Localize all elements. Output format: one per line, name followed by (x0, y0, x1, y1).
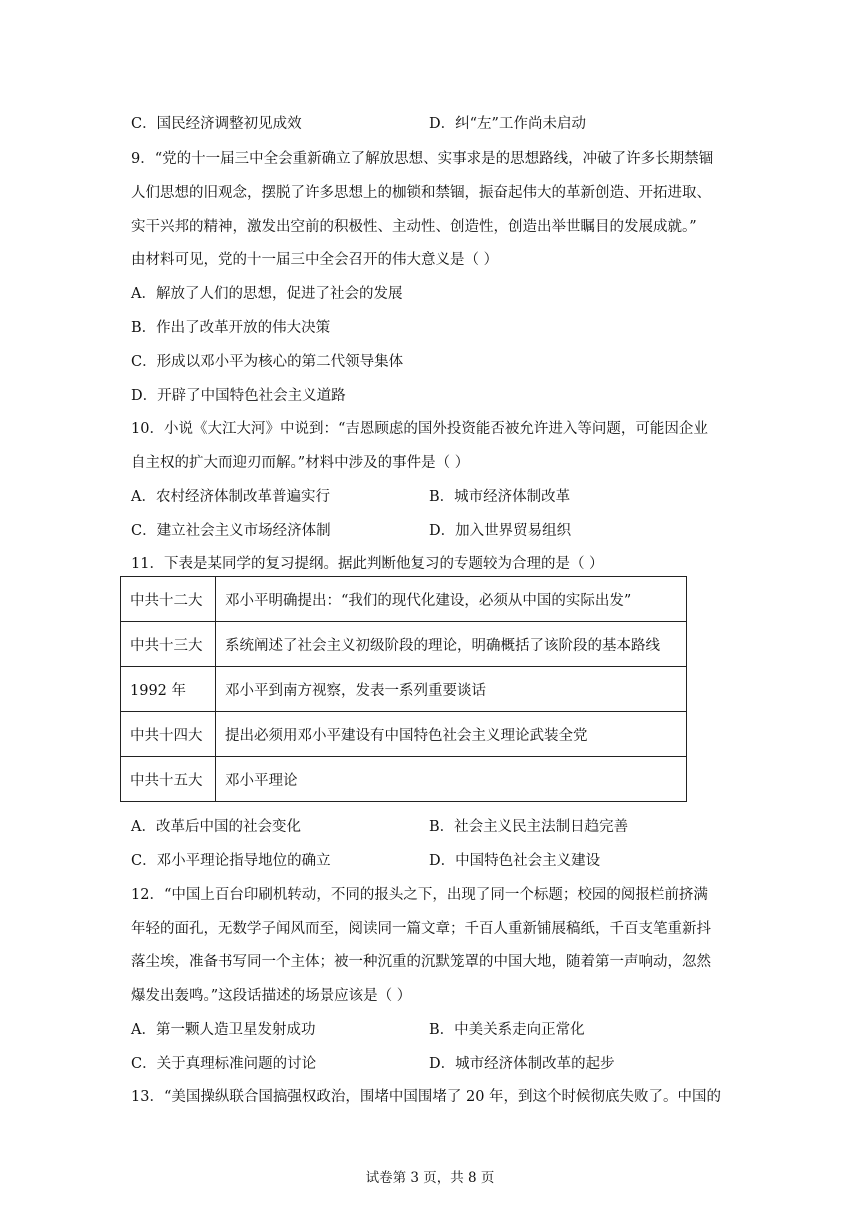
q9-option-c[interactable]: C．形成以邓小平为核心的第二代领导集体 (131, 354, 404, 370)
page-footer: 试卷第 3 页，共 8 页 (365, 1170, 495, 1186)
q12-stem-line-2: 年轻的面孔，无数学子闻风而至，阅读同一篇文章；千百人重新铺展稿纸，千百支笔重新抖 (131, 921, 711, 937)
table-cell-event: 1992 年 (121, 667, 216, 712)
q9-stem-line-1: 9．“党的十一届三中全会重新确立了解放思想、实事求是的思想路线，冲破了许多长期禁锢 (131, 151, 714, 167)
q10-stem-line-2: 自主权的扩大而迎刃而解。”材料中涉及的事件是（ ） (131, 455, 470, 471)
table-cell-content: 邓小平到南方视察，发表一系列重要谈话 (216, 667, 687, 712)
table-cell-content: 系统阐述了社会主义初级阶段的理论，明确概括了该阶段的基本路线 (216, 622, 687, 667)
q8-option-c[interactable]: C．国民经济调整初见成效 (131, 116, 302, 132)
q9-stem-line-4: 由材料可见，党的十一届三中全会召开的伟大意义是（ ） (131, 252, 499, 268)
table-row (121, 712, 687, 757)
q10-option-b[interactable]: B．城市经济体制改革 (429, 489, 571, 505)
q10-stem-line-1: 10．小说《大江大河》中说到：“吉恩顾虑的国外投资能否被允许进入等问题，可能因企业 (131, 421, 708, 437)
q11-option-b[interactable]: B．社会主义民主法制日趋完善 (429, 819, 629, 835)
q12-option-a[interactable]: A．第一颗人造卫星发射成功 (131, 1022, 316, 1038)
q12-stem-line-3: 落尘埃，准备书写同一个主体；被一种沉重的沉默笼罩的中国大地，随着第一声响动，忽然 (131, 954, 711, 970)
table-row (121, 622, 687, 667)
q9-stem-line-2: 人们思想的旧观念，摆脱了许多思想上的枷锁和禁锢，振奋起伟大的革新创造、开拓进取、 (131, 185, 711, 201)
q12-stem-line-1: 12．“中国上百台印刷机转动，不同的报头之下，出现了同一个标题；校园的阅报栏前挤满 (131, 887, 708, 903)
table-cell-content: 邓小平理论 (216, 757, 687, 802)
q8-option-d[interactable]: D．纠“左”工作尚未启动 (429, 116, 586, 132)
table-row (121, 757, 687, 802)
q11-option-a[interactable]: A．改革后中国的社会变化 (131, 819, 301, 835)
table-cell-event: 中共十二大 (121, 577, 216, 622)
table-row (121, 577, 687, 622)
table-cell-content: 提出必须用邓小平建设有中国特色社会主义理论武装全党 (216, 712, 687, 757)
table-cell-event: 中共十五大 (121, 757, 216, 802)
q9-option-d[interactable]: D．开辟了中国特色社会主义道路 (131, 388, 346, 404)
q10-option-c[interactable]: C．建立社会主义市场经济体制 (131, 523, 331, 539)
q12-option-d[interactable]: D．城市经济体制改革的起步 (429, 1056, 615, 1072)
review-outline-table (120, 576, 687, 802)
q11-option-c[interactable]: C．邓小平理论指导地位的确立 (131, 853, 331, 869)
q12-stem-line-4: 爆发出轰鸣。”这段话描述的场景应该是（ ） (131, 988, 412, 1004)
table-cell-content: 邓小平明确提出：“我们的现代化建设，必须从中国的实际出发” (216, 577, 687, 622)
q13-stem-line-1: 13．“美国操纵联合国搞强权政治，围堵中国围堵了 20 年，到这个时候彻底失败了。中国的 (131, 1089, 722, 1105)
table-cell-event: 中共十四大 (121, 712, 216, 757)
q9-stem-line-3: 实干兴邦的精神，激发出空前的积极性、主动性、创造性，创造出举世瞩目的发展成就。” (131, 219, 697, 235)
table-cell-event: 中共十三大 (121, 622, 216, 667)
q9-option-a[interactable]: A．解放了人们的思想，促进了社会的发展 (131, 286, 403, 302)
table-row (121, 667, 687, 712)
q10-option-a[interactable]: A．农村经济体制改革普遍实行 (131, 489, 330, 505)
q11-option-d[interactable]: D．中国特色社会主义建设 (429, 853, 601, 869)
q9-option-b[interactable]: B．作出了改革开放的伟大决策 (131, 320, 331, 336)
q11-stem-line-1: 11．下表是某同学的复习提纲。据此判断他复习的专题较为合理的是（ ） (131, 556, 604, 572)
q12-option-c[interactable]: C．关于真理标准问题的讨论 (131, 1056, 317, 1072)
q10-option-d[interactable]: D．加入世界贸易组织 (429, 523, 572, 539)
q12-option-b[interactable]: B．中美关系走向正常化 (429, 1022, 585, 1038)
